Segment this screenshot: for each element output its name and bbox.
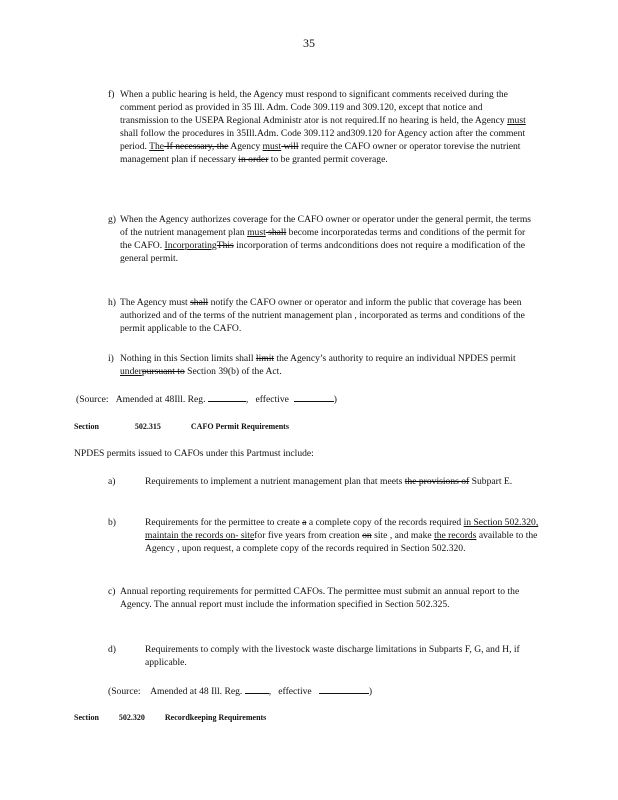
- item-marker: i): [108, 353, 114, 364]
- item-marker: h): [108, 297, 116, 308]
- item-text: The Agency must shall notify the CAFO owner or operator and inform the public that coverage has been authorized and of the terms of the nutrient management plan , incorporated as terms and conditions of the permit applicable to the CAFO.: [120, 297, 525, 334]
- item-marker: g): [108, 214, 116, 225]
- item-text: Requirements to implement a nutrient management plan that meets the provisions of Subpart E.: [145, 476, 513, 487]
- item-marker: f): [108, 89, 115, 100]
- item-text: Requirements to comply with the livestock waste discharge limitations in Subparts F, G, and H, if applicable.: [145, 644, 520, 668]
- list-item-g: [108, 213, 533, 265]
- list-item-f: [108, 88, 533, 166]
- reg-blank: [245, 684, 269, 694]
- section-heading-502-320: Section 502.320 Recordkeeping Requirements: [74, 713, 267, 722]
- item-text: When the Agency authorizes coverage for the CAFO owner or operator under the general permit, the terms of the nutrient management plan must shall become incorporatedas terms and conditions of the permit for the CAFO. IncorporatingThis incorporation of terms andconditions does not require a modification of the general permit.: [120, 214, 532, 264]
- item-marker: a): [108, 476, 116, 487]
- item-marker: b): [108, 517, 116, 528]
- list-item-a: [108, 475, 540, 488]
- source-note: (Source: Amended at 48Ill. Reg. , effective ): [76, 394, 337, 405]
- item-marker: d): [108, 644, 116, 655]
- item-text: Annual reporting requirements for permitted CAFOs. The permittee must submit an annual report to the Agency. The annual report must include the information specified in Section 502.325.: [120, 586, 520, 610]
- list-item-i: [108, 352, 533, 378]
- item-text: When a public hearing is held, the Agency must respond to significant comments received during the comment period as provided in 35 Ill. Adm. Code 309.119 and 309.120, except that notice and transmission to the USEPA Regional Administr ator is not required.If no hearing is held, the Agency must shall follow the procedures in 35Ill.Adm. Code 309.112 and309.120 for Agency action after the comment period. The If necessary, the Agency must will require the CAFO owner or operator torevise the nutrient management plan if necessary in order to be granted permit coverage.: [120, 89, 526, 165]
- item-text: Requirements for the permittee to create a a complete copy of the records required in Section 502.320, maintain the records on- sitefor five years from creation on site , and make the records available to the Agency , upon request, a complete copy of the records required in Section 502.320.: [145, 517, 539, 554]
- date-blank: [294, 392, 334, 402]
- item-text: Nothing in this Section limits shall limit the Agency’s authority to require an individual NPDES permit underpursuant to Section 39(b) of the Act.: [120, 353, 516, 377]
- source-note: (Source: Amended at 48 Ill. Reg. , effective ): [108, 686, 373, 697]
- date-blank: [319, 684, 369, 694]
- list-item-d: [108, 643, 540, 669]
- item-marker: c): [108, 586, 116, 597]
- list-item-c: [108, 585, 533, 611]
- section-heading-502-315: Section 502.315 CAFO Permit Requirements: [74, 422, 289, 431]
- page-number: 35: [303, 36, 315, 50]
- list-item-h: [108, 296, 533, 335]
- reg-blank: [208, 392, 246, 402]
- intro-paragraph: NPDES permits issued to CAFOs under this Partmust include:: [74, 448, 314, 459]
- list-item-b: [108, 516, 540, 555]
